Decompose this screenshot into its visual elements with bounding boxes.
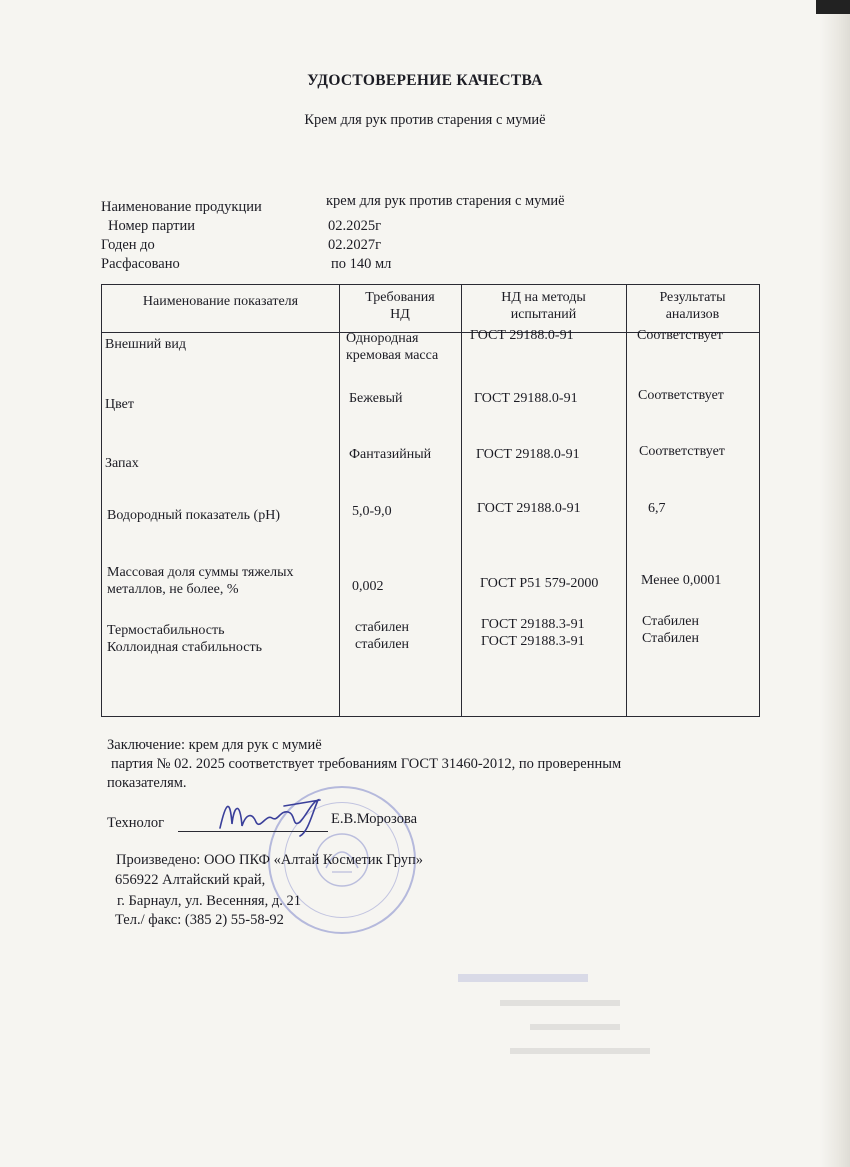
show-through-marks [440, 960, 680, 1080]
manufacturer-line-1: Произведено: ООО ПКФ «Алтай Косметик Груп» [116, 852, 424, 868]
table-cell-requirement: Однородная кремовая масса [346, 331, 439, 363]
table-cell-method: ГОСТ 29188.0-91 [476, 447, 580, 462]
handwritten-signature [200, 792, 340, 838]
table-cell-requirement: 5,0-9,0 [352, 504, 392, 519]
table-cell-result: Соответствует [639, 444, 725, 459]
manufacturer-line-3: г. Барнаул, ул. Весенняя, д. 21 [117, 893, 301, 909]
table-cell-method: ГОСТ 29188.0-91 [477, 501, 581, 516]
table-cell-requirement: Фантазийный [349, 447, 432, 462]
table-divider [461, 285, 462, 716]
header-method: НД на методы испытаний [501, 290, 586, 322]
scan-corner [816, 0, 850, 14]
document-title: УДОСТОВЕРЕНИЕ КАЧЕСТВА [307, 72, 543, 89]
packaging-label: Расфасовано [101, 256, 180, 272]
packaging-value: по 140 мл [331, 256, 392, 272]
table-cell-result: 6,7 [648, 501, 666, 516]
table-cell-method: ГОСТ Р51 579-2000 [480, 576, 599, 591]
table-cell-method: ГОСТ 29188.0-91 [474, 391, 578, 406]
table-divider [339, 285, 340, 716]
table-cell-indicator: Цвет [105, 397, 134, 412]
conclusion-line-1: Заключение: крем для рук с мумиё [107, 737, 322, 753]
table-cell-result: Соответствует [637, 328, 723, 343]
table-cell-indicator: Термостабильность Коллоидная стабильность [107, 623, 262, 655]
paper-edge [820, 0, 850, 1167]
table-cell-method: ГОСТ 29188.0-91 [470, 328, 574, 343]
manufacturer-line-2: 656922 Алтайский край, [115, 872, 266, 888]
batch-number-label: Номер партии [108, 218, 196, 234]
table-cell-requirement: Бежевый [349, 391, 403, 406]
table-cell-indicator: Водородный показатель (pH) [107, 508, 280, 523]
manufacturer-line-4: Тел./ факс: (385 2) 55-58-92 [115, 912, 284, 928]
table-cell-indicator: Массовая доля суммы тяжелых металлов, не более, % [107, 565, 294, 597]
table-divider [626, 285, 627, 716]
table-cell-requirement: стабилен стабилен [355, 620, 410, 652]
header-requirement: Требования НД [365, 290, 435, 322]
table-cell-method: ГОСТ 29188.3-91 ГОСТ 29188.3-91 [481, 617, 585, 649]
document-subtitle: Крем для рук против старения с мумиё [304, 112, 546, 128]
table-cell-indicator: Внешний вид [105, 337, 187, 352]
expiry-label: Годен до [101, 237, 155, 253]
table-cell-result: Соответствует [638, 388, 724, 403]
conclusion-line-2: партия № 02. 2025 соответствует требованиям ГОСТ 31460-2012, по проверенным [111, 756, 622, 772]
expiry-value: 02.2027г [328, 237, 382, 253]
table-cell-result: Менее 0,0001 [641, 573, 722, 588]
table-cell-indicator: Запах [105, 456, 139, 471]
product-name-label: Наименование продукции [101, 199, 262, 215]
header-result: Результаты анализов [659, 290, 726, 322]
table-cell-requirement: 0,002 [352, 579, 384, 594]
product-name-value: крем для рук против старения с мумиё [326, 193, 565, 209]
technologist-name: Е.В.Морозова [331, 811, 418, 827]
technologist-label: Технолог [107, 815, 165, 831]
quality-table [101, 284, 760, 717]
header-indicator: Наименование показателя [142, 294, 299, 309]
batch-number-value: 02.2025г [328, 218, 382, 234]
conclusion-line-3: показателям. [107, 775, 187, 791]
table-cell-result: Стабилен Стабилен [642, 614, 699, 646]
